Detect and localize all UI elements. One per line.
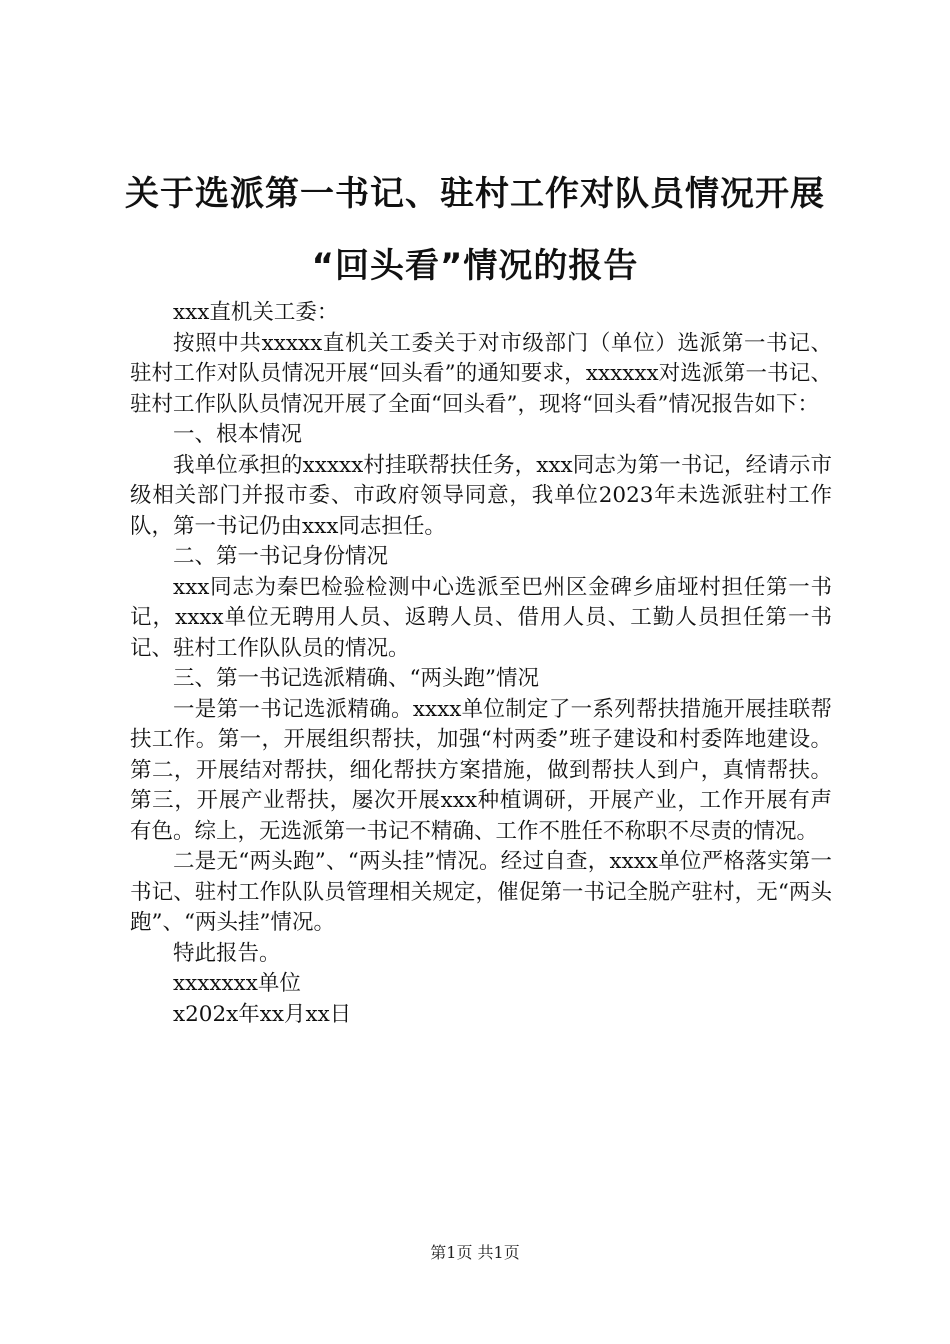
paragraph-two-ends: 二是无“两头跑”、“两头挂”情况。经过自查，xxxx单位严格落实第一书记、驻村工作队队员管理相关规定，催促第一书记全脱产驻村，无“两头跑”、“两头挂”情况。 — [130, 849, 832, 935]
section-heading-2: 二、第一书记身份情况 — [173, 544, 389, 569]
closing-remark: 特此报告。 — [173, 940, 281, 966]
paragraph-intro: 按照中共xxxxx直机关工委关于对市级部门（单位）选派第一书记、驻村工作对队员情况开展“回头看”的通知要求，xxxxxx对选派第一书记、驻村工作队队员情况开展了全面“回头看”，现将“回头看”情况报告如下： — [130, 330, 832, 417]
signature-unit: xxxxxxx单位 — [173, 971, 301, 996]
paragraph-basic-situation: 我单位承担的xxxxx村挂联帮扶任务，xxx同志为第一书记，经请示市级相关部门并报市委、市政府领导同意，我单位2023年未选派驻村工作队，第一书记仍由xxx同志担任。 — [130, 452, 832, 539]
paragraph-selection: 一是第一书记选派精确。xxxx单位制定了一系列帮扶措施开展挂联帮扶工作。第一，开展组织帮扶，加强“村两委”班子建设和村委阵地建设。第二，开展结对帮扶，细化帮扶方案措施，做到帮扶人到户，真情帮扶。第三，开展产业帮扶，屡次开展xxx种植调研，开展产业，工作开展有声有色。综上，无选派第一书记不精确、工作不胜任不称职不尽责的情况。 — [130, 696, 832, 844]
document-title — [110, 158, 840, 302]
addressee: xxx直机关工委： — [173, 300, 339, 325]
paragraph-identity: xxx同志为秦巴检验检测中心选派至巴州区金碑乡庙垭村担任第一书记，xxxx单位无聘用人员、返聘人员、借用人员、工勤人员担任第一书记、驻村工作队队员的情况。 — [130, 574, 832, 661]
title-line-1: 关于选派第一书记、驻村工作对队员情况开展 — [125, 174, 825, 214]
page-footer: 第1页 共1页 — [430, 1243, 520, 1262]
signature-date: x202x年xx月xx日 — [173, 1001, 352, 1027]
section-heading-1: 一、根本情况 — [173, 422, 303, 447]
title-line-2: “回头看”情况的报告 — [311, 246, 639, 286]
section-heading-3: 三、第一书记选派精确、“两头跑”情况 — [173, 666, 539, 691]
document-body — [130, 298, 832, 1030]
